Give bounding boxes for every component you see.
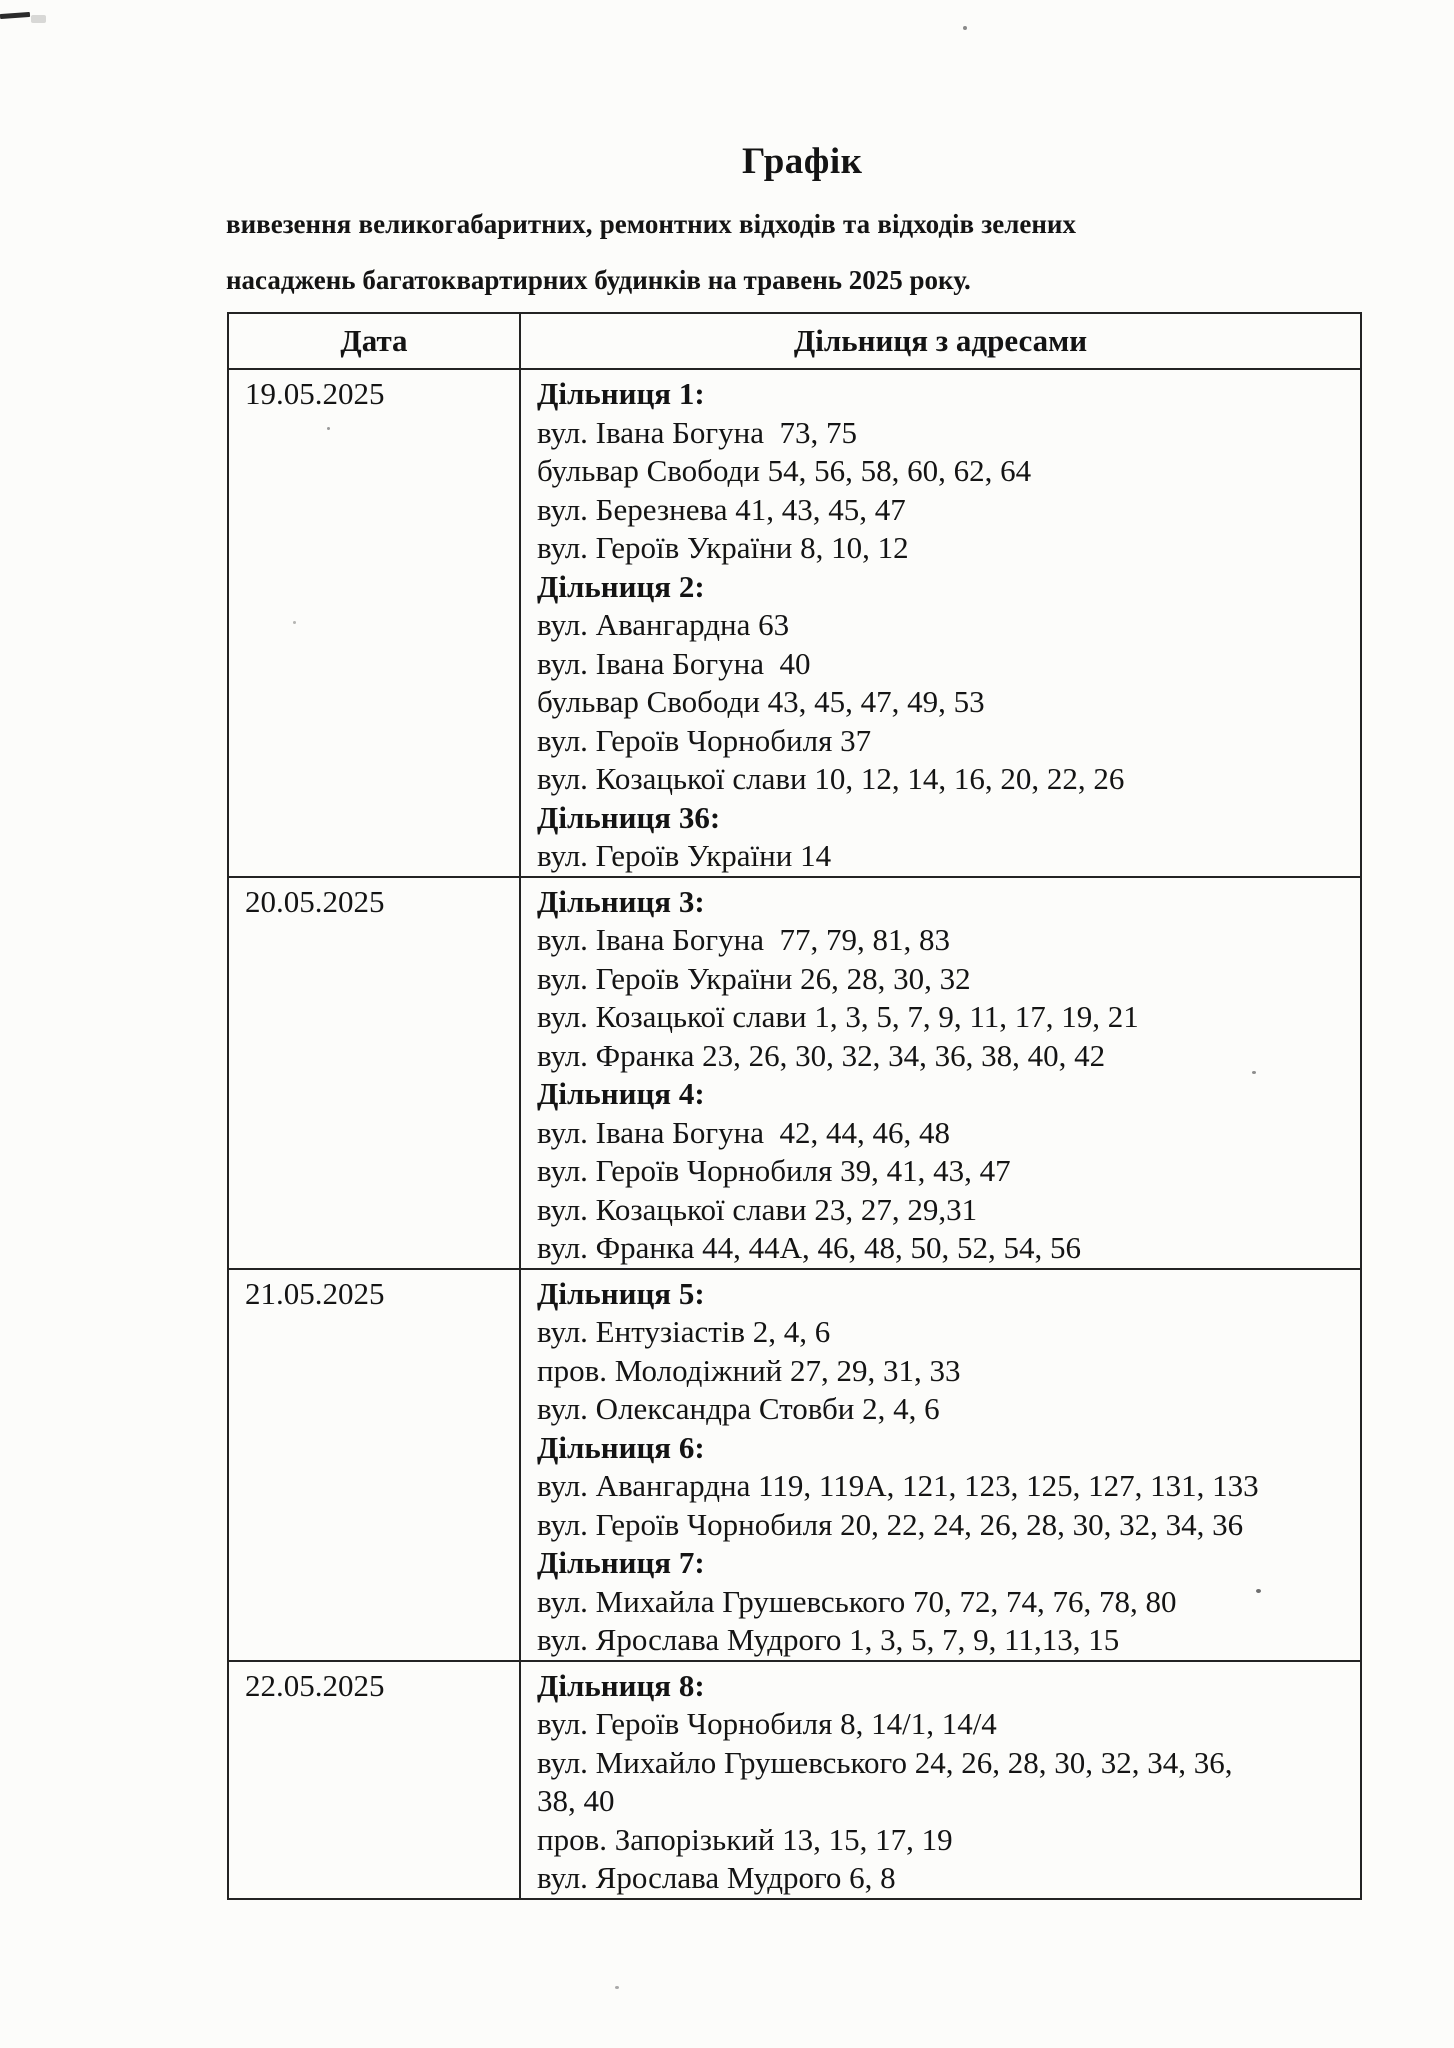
address-line: вул. Героїв Чорнобиля 39, 41, 43, 47: [537, 1153, 1011, 1188]
date-cell: [229, 370, 521, 876]
address-line: 38, 40: [537, 1783, 615, 1818]
address-line: вул. Івана Богуна 77, 79, 81, 83: [537, 922, 950, 957]
address-line: вул. Козацької слави 23, 27, 29,31: [537, 1191, 978, 1227]
district-heading: Дільниця 5:: [537, 1275, 705, 1311]
addresses-cell: [521, 878, 1360, 1268]
district-heading: Дільниця 6:: [537, 1429, 705, 1465]
address-line: пров. Молодіжний 27, 29, 31, 33: [537, 1352, 961, 1388]
address-line: вул. Героїв України 14: [537, 838, 832, 873]
address-line: вул. Михайло Грушевського 24, 26, 28, 30, 32, 34, 36,: [537, 1744, 1233, 1780]
address-line: вул. Авангардна 63: [537, 607, 790, 642]
address-line: вул. Героїв Чорнобиля 37: [537, 722, 872, 758]
date-cell: [229, 878, 521, 1268]
district-heading: Дільниця 3:: [537, 883, 705, 919]
schedule-table: [227, 312, 1362, 1900]
table-body: [229, 370, 1360, 1898]
address-line: вул. Франка 44, 44А, 46, 48, 50, 52, 54, 56: [537, 1230, 1082, 1265]
table-row: [229, 878, 1360, 1270]
district-heading: Дільниця 36:: [537, 799, 721, 835]
address-line: вул. Героїв Чорнобиля 20, 22, 24, 26, 28, 30, 32, 34, 36: [537, 1506, 1244, 1542]
district-heading: Дільниця 7:: [537, 1545, 705, 1580]
address-line: вул. Козацької слави 1, 3, 5, 7, 9, 11, 17, 19, 21: [537, 999, 1139, 1034]
date-value: 20.05.2025: [245, 883, 385, 919]
address-line: вул. Олександра Стовби 2, 4, 6: [537, 1391, 940, 1426]
document-title: Графік: [742, 141, 863, 182]
address-line: вул. Михайла Грушевського 70, 72, 74, 76, 78, 80: [537, 1583, 1177, 1619]
address-line: вул. Героїв Чорнобиля 8, 14/1, 14/4: [537, 1706, 997, 1741]
address-line: вул. Авангардна 119, 119А, 121, 123, 125, 127, 131, 133: [537, 1468, 1259, 1503]
address-line: пров. Запорізький 13, 15, 17, 19: [537, 1821, 953, 1857]
scan-artifact: [963, 26, 967, 30]
address-line: вул. Ентузіастів 2, 4, 6: [537, 1314, 831, 1349]
scan-artifact: [31, 15, 46, 23]
addresses-cell: [521, 1662, 1360, 1898]
subtitle-line-1: вивезення великогабаритних, ремонтних відходів та відходів зелених: [226, 209, 1076, 239]
district-heading: Дільниця 1:: [537, 376, 705, 411]
district-heading: Дільниця 2:: [537, 568, 705, 604]
table-row: [229, 1662, 1360, 1898]
address-line: бульвар Свободи 43, 45, 47, 49, 53: [537, 684, 985, 719]
date-value: 21.05.2025: [245, 1275, 385, 1311]
scan-artifact: [615, 1986, 619, 1989]
table-row: [229, 370, 1360, 878]
district-heading: Дільниця 4:: [537, 1076, 705, 1111]
district-heading: Дільниця 8:: [537, 1667, 705, 1703]
address-line: вул. Івана Богуна 42, 44, 46, 48: [537, 1114, 950, 1150]
scan-artifact: [0, 12, 30, 19]
addresses-cell: [521, 370, 1360, 876]
date-value: 22.05.2025: [245, 1667, 385, 1703]
column-header-area: Дільниця з адресами: [793, 323, 1088, 358]
document-subtitle: [226, 196, 1076, 308]
address-line: вул. Березнева 41, 43, 45, 47: [537, 491, 906, 527]
subtitle-line-2: насаджень багатоквартирних будинків на травень 2025 року.: [226, 265, 971, 295]
address-line: вул. Івана Богуна 73, 75: [537, 414, 857, 450]
address-line: вул. Героїв України 26, 28, 30, 32: [537, 960, 971, 996]
addresses-cell: [521, 1270, 1360, 1660]
date-value: 19.05.2025: [245, 376, 385, 411]
address-line: вул. Івана Богуна 40: [537, 645, 811, 681]
column-header-date: Дата: [229, 314, 521, 368]
table-header-row: [229, 314, 1360, 370]
date-cell: [229, 1270, 521, 1660]
address-line: вул. Героїв України 8, 10, 12: [537, 530, 909, 565]
date-cell: [229, 1662, 521, 1898]
address-line: бульвар Свободи 54, 56, 58, 60, 62, 64: [537, 453, 1032, 488]
address-line: вул. Ярослава Мудрого 6, 8: [537, 1860, 896, 1895]
address-line: вул. Франка 23, 26, 30, 32, 34, 36, 38, 40, 42: [537, 1037, 1106, 1073]
address-line: вул. Козацької слави 10, 12, 14, 16, 20, 22, 26: [537, 761, 1125, 796]
table-row: [229, 1270, 1360, 1662]
address-line: вул. Ярослава Мудрого 1, 3, 5, 7, 9, 11,13, 15: [537, 1622, 1120, 1657]
